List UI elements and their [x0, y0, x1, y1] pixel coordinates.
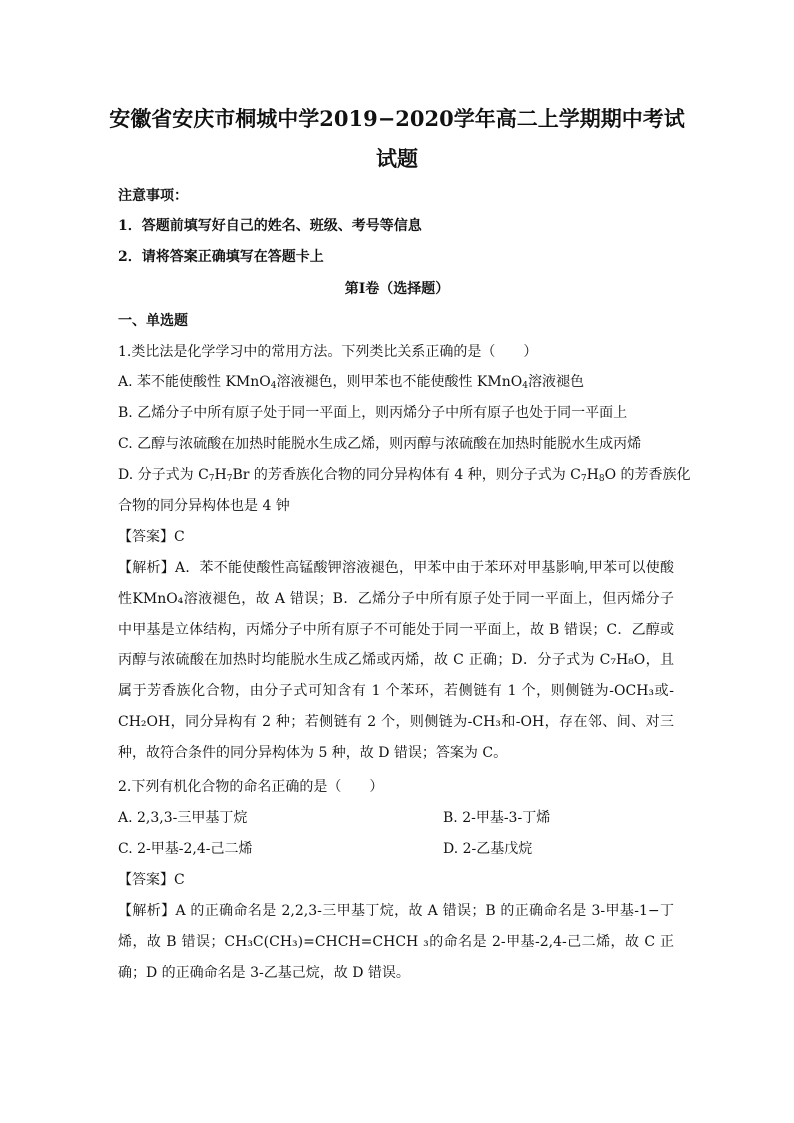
question-1-option-d-line1: D. 分子式为 $C_7H_7Br$ 的芳香族化合物的同分异构体有 4 种，则分子式为 $C_7H_8O$ 的芳香族化	[118, 467, 691, 484]
document-title-line1: 安徽省安庆市桐城中学2019−2020学年高二上学期期中考试	[109, 106, 685, 131]
notice-item-2: 2．请将答案正确填写在答题卡上	[118, 249, 324, 265]
question-1-option-a: A. 苯不能使酸性 KMnO$_4$溶液褪色，则甲苯也不能使酸性 KMnO$_4$溶液褪色	[118, 374, 584, 391]
question-1-option-d-line2: 合物的同分异构体也是 4 钟	[118, 498, 290, 514]
question-1-option-b: B. 乙烯分子中所有原子处于同一平面上，则丙烯分子中所有原子也处于同一平面上	[118, 405, 628, 421]
question-2-answer: 【答案】C	[118, 872, 185, 888]
question-1-analysis: 【解析】A．苯不能使酸性高锰酸钾溶液褪色，甲苯中由于苯环对甲基影响,甲苯可以使酸性KMnO₄溶液褪色，故 A 错误；B．乙烯分子中所有原子处于同一平面上，但丙烯分子中甲基是立体结构，丙烯分子中所有原子不可能处于同一平面上，故 B 错误；C．乙醇或丙醇与浓硫酸在加热时均能脱水生成乙烯或丙烯，故 C 正确；D．分子式为 C₇H₈O，且属于芳香族化合物，由分子式可知含有 1 个苯环，若侧链有 1 个，则侧链为-OCH₃或-CH₂OH，同分异构有 2 种；若侧链有 2 个，则侧链为-CH₃和-OH，存在邻、间、对三种，故符合条件的同分异构体为 5 种，故 D 错误；答案为 C。	[118, 560, 674, 761]
question-2-option-a: A. 2,3,3-三甲基丁烷	[118, 810, 248, 826]
question-2-option-d: D. 2-乙基戊烷	[443, 841, 533, 857]
notice-heading: 注意事项：	[118, 188, 188, 204]
part-title: 一、单选题	[118, 313, 188, 329]
question-2-analysis: 【解析】A 的正确命名是 2,2,3-三甲基丁烷，故 A 错误；B 的正确命名是 3-甲基-1−丁烯，故 B 错误；CH₃C(CH₃)=CHCH=CHCH ₃的命名是 2-甲基-2,4-己二烯，故 C 正确；D 的正确命名是 3-乙基己烷，故 D 错误。	[118, 903, 674, 981]
question-1-answer: 【答案】C	[118, 529, 185, 545]
section-title: 第I卷（选择题）	[344, 281, 450, 297]
question-2-option-b: B. 2-甲基-3-丁烯	[443, 810, 551, 826]
question-1-option-c: C. 乙醇与浓硫酸在加热时能脱水生成乙烯，则丙醇与浓硫酸在加热时能脱水生成丙烯	[118, 436, 642, 452]
question-1-stem: 1.类比法是化学学习中的常用方法。下列类比关系正确的是（ ）	[118, 344, 538, 360]
document-title-line2: 试题	[376, 146, 418, 171]
question-2-stem: 2.下列有机化合物的命名正确的是（ ）	[118, 779, 384, 795]
question-2-option-c: C. 2-甲基-2,4-己二烯	[118, 841, 253, 857]
notice-item-1: 1．答题前填写好自己的姓名、班级、考号等信息	[118, 218, 422, 234]
